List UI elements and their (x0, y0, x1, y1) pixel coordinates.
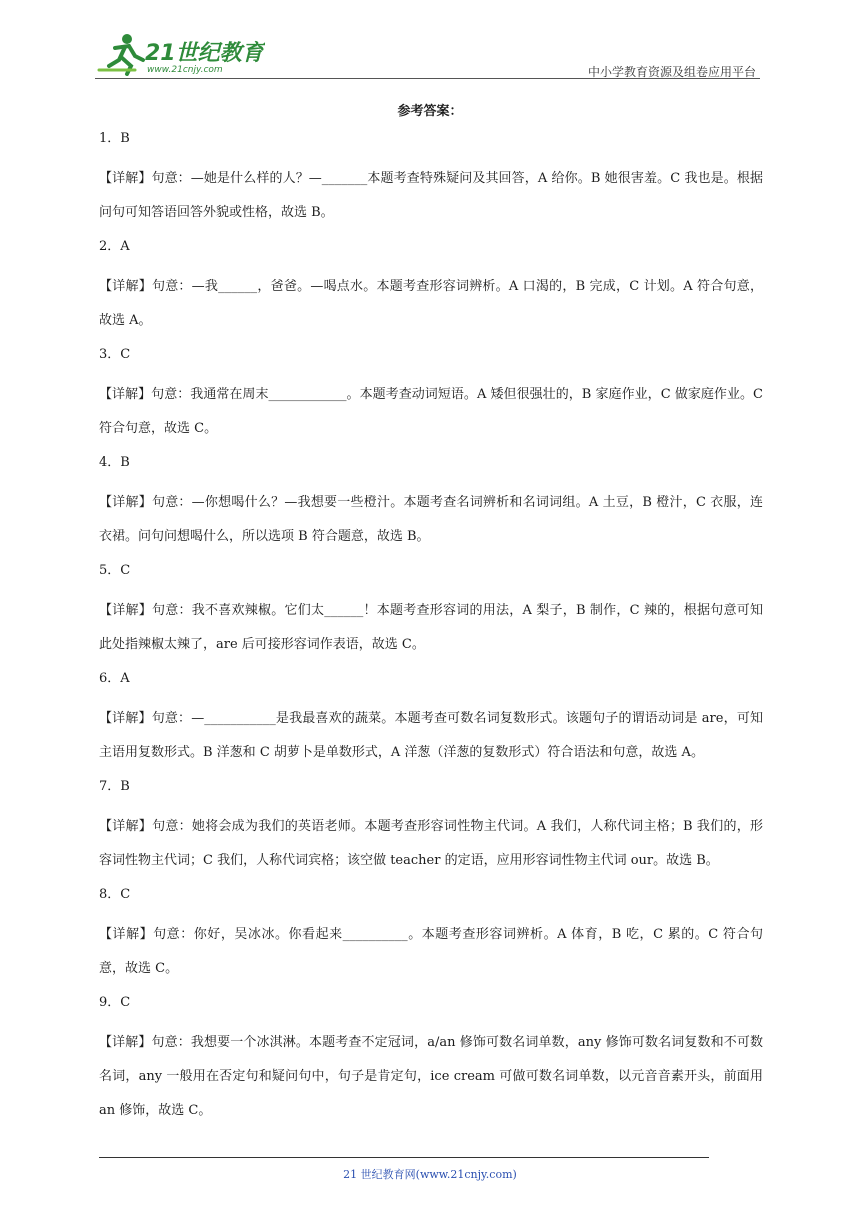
answer-item (99, 776, 763, 878)
answer-number: 7．B (99, 779, 130, 794)
answer-detail: 【详解】句意：—你想喝什么？—我想要一些橙汁。本题考查名词辨析和名词词组。A 土豆，B 橙汁，C 衣服，连衣裙。问句问想喝什么，所以选项 B 符合题意，故选 B。 (99, 495, 763, 544)
logo (95, 30, 265, 76)
header-divider (95, 78, 760, 79)
answer-detail: 【详解】句意：我不喜欢辣椒。它们太______！本题考查形容词的用法，A 梨子，B 制作，C 辣的，根据句意可知此处指辣椒太辣了，are 后可接形容词作表语，故选 C。 (99, 603, 763, 652)
answer-number: 1．B (99, 131, 130, 146)
logo-url-text: www.21cnjy.com (147, 65, 223, 75)
answer-detail: 【详解】句意：—她是什么样的人？—_______本题考查特殊疑问及其回答，A 给你。B 她很害羞。C 我也是。根据问句可知答语回答外貌或性格，故选 B。 (99, 171, 763, 220)
answer-item (99, 452, 763, 554)
answer-detail: 【详解】句意：—___________是我最喜欢的蔬菜。本题考查可数名词复数形式。该题句子的谓语动词是 are，可知主语用复数形式。B 洋葱和 C 胡萝卜是单数形式，A 洋葱（洋葱的复数形式）符合语法和句意，故选 A。 (99, 711, 763, 760)
answer-list (99, 128, 763, 1128)
footer-divider (99, 1157, 709, 1158)
answer-number: 2．A (99, 239, 130, 254)
answer-item (99, 236, 763, 338)
platform-name: 中小学教育资源及组卷应用平台 (587, 65, 756, 79)
answer-detail: 【详解】句意：我想要一个冰淇淋。本题考查不定冠词，a/an 修饰可数名词单数，any 修饰可数名词复数和不可数名词，any 一般用在否定句和疑问句中，句子是肯定句，ice cream 可做可数名词单数，以元音音素开头，前面用 an 修饰，故选 C。 (99, 1035, 763, 1118)
answer-detail: 【详解】句意：她将会成为我们的英语老师。本题考查形容词性物主代词。A 我们，人称代词主格；B 我们的，形容词性物主代词；C 我们，人称代词宾格；该空做 teacher 的定语，应用形容词性物主代词 our。故选 B。 (99, 819, 763, 868)
answer-item (99, 560, 763, 662)
page-title: 参考答案： (397, 104, 463, 119)
answer-number: 8．C (99, 887, 131, 902)
logo-text: 21世纪教育 (145, 41, 264, 66)
answer-number: 4．B (99, 455, 130, 470)
answer-item (99, 128, 763, 230)
answer-detail: 【详解】句意：我通常在周末____________。本题考查动词短语。A 矮但很强壮的，B 家庭作业，C 做家庭作业。C 符合句意，故选 C。 (99, 387, 763, 436)
answer-number: 3．C (99, 347, 131, 362)
footer-link[interactable]: 21 世纪教育网(www.21cnjy.com) (343, 1168, 517, 1181)
answer-item (99, 884, 763, 986)
answer-number: 6．A (99, 671, 130, 686)
answer-item (99, 344, 763, 446)
answer-number: 9．C (99, 995, 131, 1010)
answer-item (99, 668, 763, 770)
answer-detail: 【详解】句意：—我______，爸爸。—喝点水。本题考查形容词辨析。A 口渴的，B 完成，C 计划。A 符合句意，故选 A。 (99, 279, 763, 328)
answer-number: 5．C (99, 563, 131, 578)
page-header (95, 30, 760, 80)
runner-logo-icon (95, 30, 265, 76)
answer-item (99, 992, 763, 1128)
answer-detail: 【详解】句意：你好，吴冰冰。你看起来__________。本题考查形容词辨析。A 体育，B 吃，C 累的。C 符合句意，故选 C。 (99, 927, 763, 976)
